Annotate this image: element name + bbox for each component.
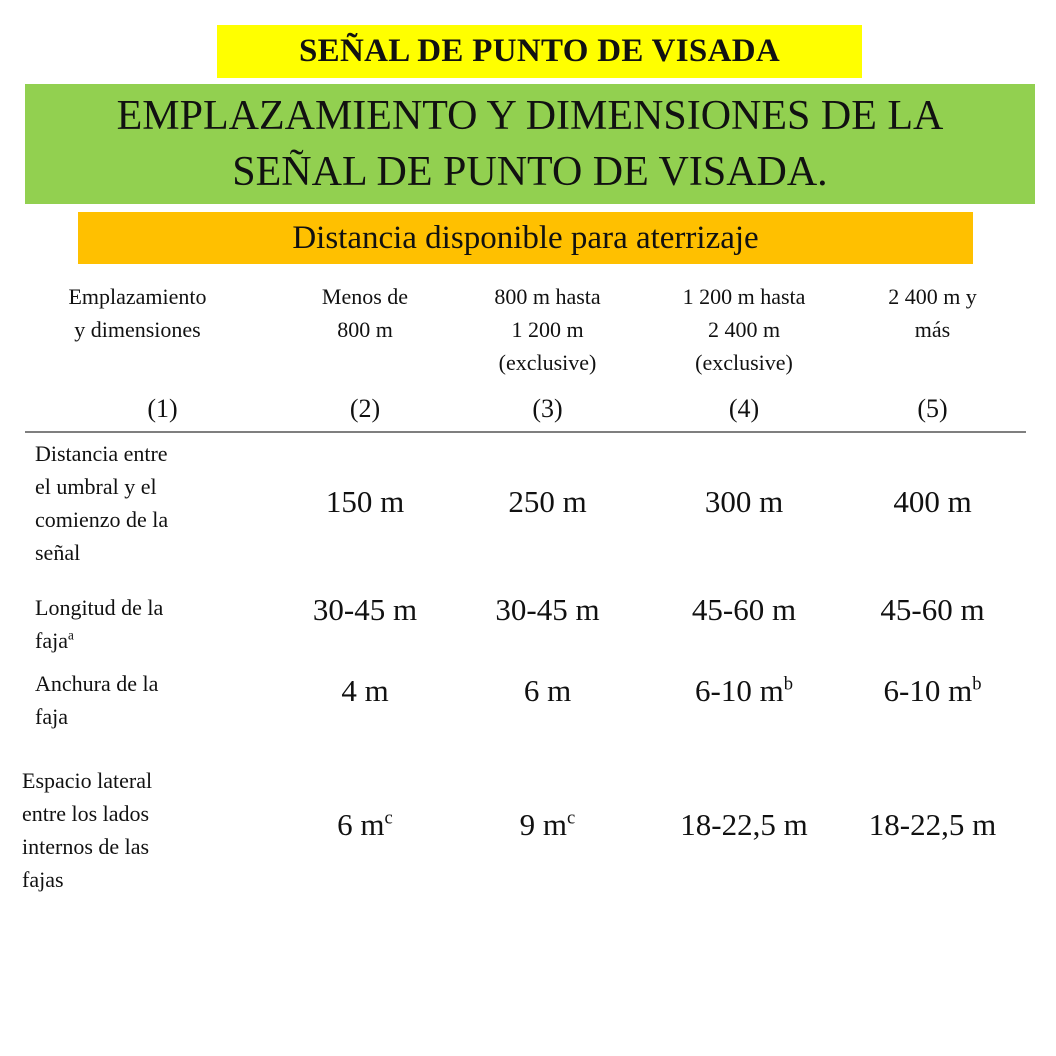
table-cell: 30-45 m <box>495 592 600 627</box>
header-rule <box>25 431 1026 433</box>
footnote-marker: c <box>567 807 576 829</box>
column-number-3: (3) <box>532 394 563 423</box>
page-title: SEÑAL DE PUNTO DE VISADA <box>217 25 862 78</box>
table-cell: 18-22,5 m <box>680 807 808 842</box>
footnote-marker: b <box>783 673 793 695</box>
table-cell: 6 $m^c$ <box>337 807 393 842</box>
column-number-1: (1) <box>147 394 178 423</box>
table-cell: 150 m <box>325 484 405 519</box>
row-label-1: Distancia entre el umbral y el comienzo de la señal <box>35 441 169 565</box>
table-cell: 250 m <box>508 484 587 519</box>
column-number-2: (2) <box>349 394 381 423</box>
main-heading <box>25 84 1035 204</box>
table-cell: 4 m <box>341 673 389 708</box>
table-cell: 400 m <box>893 484 972 519</box>
column-number-4: (4) <box>728 394 760 423</box>
main-heading-line-2: SEÑAL DE PUNTO DE VISADA. <box>232 149 828 195</box>
table-cell: 9 $m^c$ <box>519 807 576 842</box>
footnote-marker: c <box>384 807 393 829</box>
table-cell: 300 m <box>704 484 784 519</box>
column-header-3: 800 m hasta 1 200 m (exclusive) <box>494 284 601 375</box>
column-header-5: 2 400 m y más <box>888 284 977 342</box>
table-cell: 6-10 $m^b$ <box>883 673 982 708</box>
table-cell: 45-60 m <box>691 592 797 627</box>
table-cell: 45-60 m <box>880 592 985 627</box>
column-number-5: (5) <box>917 394 948 423</box>
row-label-3: Anchura de la faja <box>35 671 159 729</box>
main-heading-line-1: EMPLAZAMIENTO Y DIMENSIONES DE LA <box>116 93 944 139</box>
column-header-4: 1 200 m hasta 2 400 m (exclusive) <box>682 284 806 375</box>
row-label-4: Espacio lateral entre los lados internos de las fajas <box>22 768 153 892</box>
subheading: Distancia disponible para aterrizaje <box>78 212 973 264</box>
table-cell: 30-45 m <box>312 592 418 627</box>
row-label-2: Longitud de la faja$^a$ <box>35 595 164 653</box>
table-cell: 18-22,5 m <box>868 807 997 842</box>
footnote-marker: b <box>972 673 982 695</box>
table-cell: 6 m <box>523 673 572 708</box>
column-header-2: Menos de 800 m <box>321 284 409 342</box>
table-cell: 6-10 $m^b$ <box>695 673 793 708</box>
footnote-marker: a <box>67 627 74 643</box>
column-header-1: Emplazamiento y dimensiones <box>68 284 207 342</box>
